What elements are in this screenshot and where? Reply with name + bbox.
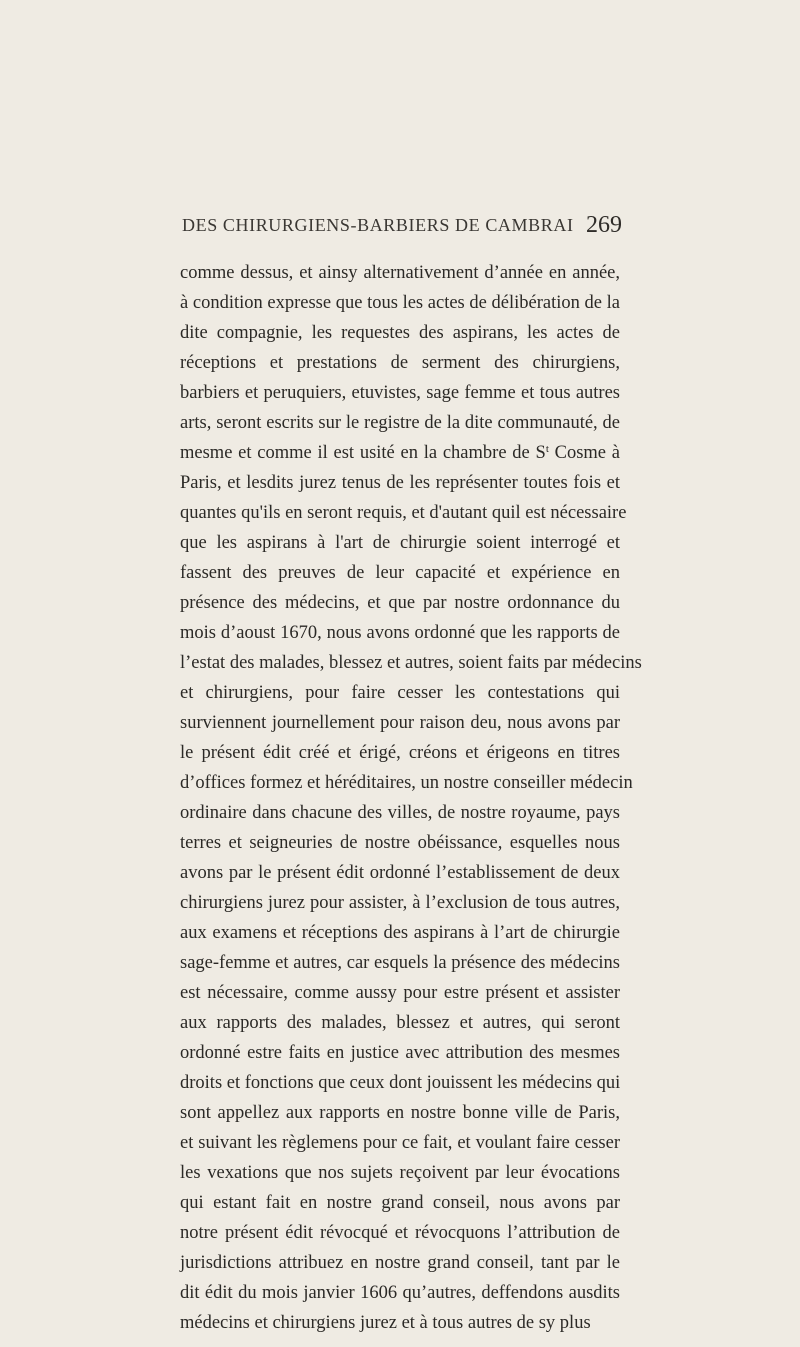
text-line: d’offices formez et héréditaires, un nostre conseiller médecin	[180, 773, 633, 793]
text-line: notre présent édit révocqué et révocquons l’attribution de	[180, 1223, 620, 1243]
text-line: que les aspirans à l'art de chirurgie soient interrogé et	[180, 533, 620, 553]
text-line: arts, seront escrits sur le registre de la dite communauté, de	[180, 413, 620, 433]
text-line: qui estant fait en nostre grand conseil, nous avons par	[180, 1193, 620, 1213]
text-line: le présent édit créé et érigé, créons et érigeons en titres	[180, 743, 620, 763]
text-line: dite compagnie, les requestes des aspirans, les actes de	[180, 323, 620, 343]
text-line: et chirurgiens, pour faire cesser les contestations qui	[180, 683, 620, 703]
page-number: 269	[586, 212, 622, 238]
text-line: chirurgiens jurez pour assister, à l’exclusion de tous autres,	[180, 893, 620, 913]
text-line: ordinaire dans chacune des villes, de nostre royaume, pays	[180, 803, 620, 823]
body-text	[180, 258, 642, 1338]
text-line: est nécessaire, comme aussy pour estre présent et assister	[180, 983, 620, 1003]
text-line: terres et seigneuries de nostre obéissance, esquelles nous	[180, 833, 620, 853]
text-line: réceptions et prestations de serment des chirurgiens,	[180, 353, 620, 373]
text-line: médecins et chirurgiens jurez et à tous autres de sy plus	[180, 1313, 591, 1333]
text-line: mesme et comme il est usité en la chambre de $S^t$ Cosme à	[180, 443, 620, 463]
text-line: jurisdictions attribuez en nostre grand conseil, tant par le	[180, 1253, 620, 1273]
text-line: mois d’aoust 1670, nous avons ordonné que les rapports de	[180, 623, 620, 643]
text-line: Paris, et lesdits jurez tenus de les représenter toutes fois et	[180, 473, 620, 493]
text-line: avons par le présent édit ordonné l’establissement de deux	[180, 863, 620, 883]
text-line: comme dessus, et ainsy alternativement d’année en année,	[180, 263, 620, 283]
text-line: sage-femme et autres, car esquels la présence des médecins	[180, 953, 620, 973]
text-line: et suivant les règlemens pour ce fait, et voulant faire cesser	[180, 1133, 620, 1153]
text-line: à condition expresse que tous les actes de délibération de la	[180, 293, 620, 313]
text-line: l’estat des malades, blessez et autres, soient faits par médecins	[180, 653, 642, 673]
text-line: quantes qu'ils en seront requis, et d'autant quil est nécessaire	[180, 503, 627, 523]
text-line: droits et fonctions que ceux dont jouissent les médecins qui	[180, 1073, 621, 1093]
text-line: ordonné estre faits en justice avec attribution des mesmes	[180, 1043, 620, 1063]
text-line: barbiers et peruquiers, etuvistes, sage femme et tous autres	[180, 383, 620, 403]
running-title: DES CHIRURGIENS-BARBIERS DE CAMBRAI	[182, 215, 574, 235]
text-line: aux examens et réceptions des aspirans à l’art de chirurgie	[180, 923, 620, 943]
text-line: dit édit du mois janvier 1606 qu’autres, deffendons ausdits	[180, 1283, 620, 1303]
text-line: fassent des preuves de leur capacité et expérience en	[180, 563, 620, 583]
text-line: sont appellez aux rapports en nostre bonne ville de Paris,	[180, 1103, 620, 1123]
text-line: les vexations que nos sujets reçoivent par leur évocations	[180, 1163, 620, 1183]
running-header	[182, 212, 622, 241]
text-line: présence des médecins, et que par nostre ordonnance du	[180, 593, 620, 613]
text-line: surviennent journellement pour raison deu, nous avons par	[180, 713, 620, 733]
text-line: aux rapports des malades, blessez et autres, qui seront	[180, 1013, 620, 1033]
